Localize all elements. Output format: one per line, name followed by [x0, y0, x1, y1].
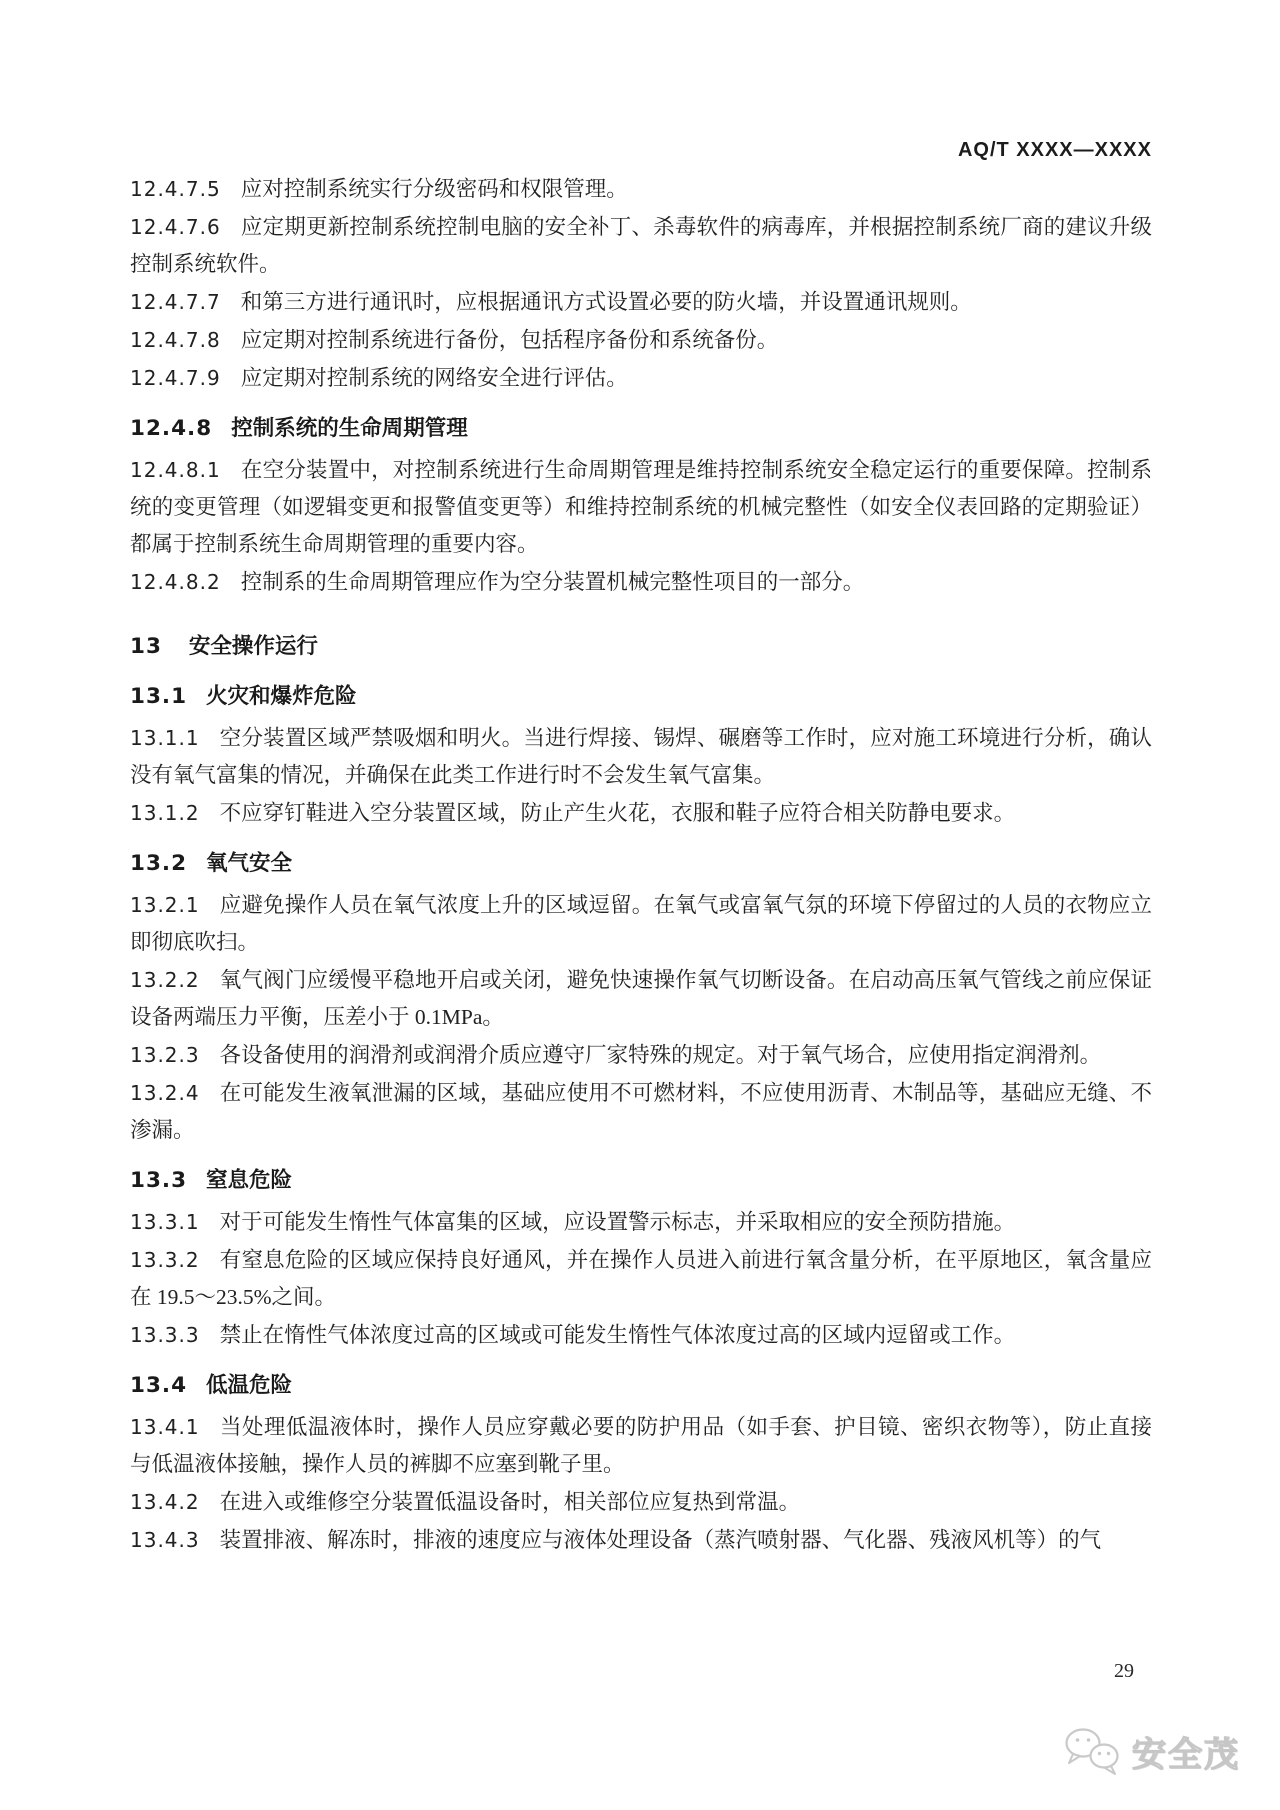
wechat-icon [1062, 1726, 1124, 1776]
heading-number: 13.3 [130, 1168, 188, 1193]
clause-text: 装置排液、解冻时，排液的速度应与液体处理设备（蒸汽喷射器、气化器、残液风机等）的气 [219, 1528, 1102, 1552]
clause-text: 在进入或维修空分装置低温设备时，相关部位应复热到常温。 [219, 1490, 801, 1514]
page-header [130, 139, 1152, 162]
clause-text: 应避免操作人员在氧气浓度上升的区域逗留。在氧气或富氧气氛的环境下停留过的人员的衣物应立即彻底吹扫。 [130, 893, 1152, 954]
watermark-text: 安全茂 [1132, 1734, 1240, 1775]
clause-number: 12.4.8.1 [130, 458, 221, 482]
clause-12-4-7-7 [130, 284, 1152, 321]
clause-number: 13.2.2 [130, 968, 200, 992]
clause-12-4-7-6 [130, 209, 1152, 283]
clause-text: 氧气阀门应缓慢平稳地开启或关闭，避免快速操作氧气切断设备。在启动高压氧气管线之前应保证设备两端压力平衡，压差小于 0.1MPa。 [130, 968, 1152, 1029]
heading-number: 13.2 [130, 851, 188, 876]
clause-13-1-2 [130, 795, 1152, 832]
clause-number: 13.3.3 [130, 1323, 200, 1347]
heading-13-3 [130, 1162, 1152, 1199]
clause-number: 13.4.3 [130, 1528, 200, 1552]
clause-number: 12.4.7.8 [130, 328, 221, 352]
clause-text: 空分装置区域严禁吸烟和明火。当进行焊接、锡焊、碾磨等工作时，应对施工环境进行分析，确认没有氧气富集的情况，并确保在此类工作进行时不会发生氧气富集。 [130, 726, 1152, 787]
clause-number: 13.1.1 [130, 726, 200, 750]
heading-number: 13.1 [130, 684, 188, 709]
clause-text: 控制系的生命周期管理应作为空分装置机械完整性项目的一部分。 [240, 570, 865, 594]
clause-13-1-1 [130, 720, 1152, 794]
heading-13 [130, 628, 1152, 665]
clause-number: 12.4.8.2 [130, 570, 221, 594]
clause-12-4-7-5 [130, 171, 1152, 208]
heading-number: 12.4.8 [130, 416, 213, 441]
clause-13-4-3 [130, 1522, 1152, 1559]
heading-text: 安全操作运行 [188, 634, 318, 659]
clause-13-4-2 [130, 1484, 1152, 1521]
heading-13-1 [130, 678, 1152, 715]
heading-text: 窒息危险 [206, 1168, 293, 1193]
clause-number: 13.3.1 [130, 1210, 200, 1234]
clause-12-4-8-1 [130, 452, 1152, 563]
clause-text: 各设备使用的润滑剂或润滑介质应遵守厂家特殊的规定。对于氧气场合，应使用指定润滑剂。 [219, 1043, 1102, 1067]
clause-13-2-3 [130, 1037, 1152, 1074]
clause-number: 12.4.7.7 [130, 290, 221, 314]
clause-text: 对于可能发生惰性气体富集的区域，应设置警示标志，并采取相应的安全预防措施。 [219, 1210, 1016, 1234]
clause-13-2-4 [130, 1075, 1152, 1149]
clause-text: 应对控制系统实行分级密码和权限管理。 [240, 177, 628, 201]
heading-text: 控制系统的生命周期管理 [231, 416, 468, 441]
clause-13-2-1 [130, 887, 1152, 961]
clause-13-4-1 [130, 1409, 1152, 1483]
clause-text: 和第三方进行通讯时，应根据通讯方式设置必要的防火墙，并设置通讯规则。 [240, 290, 972, 314]
heading-text: 低温危险 [206, 1373, 293, 1398]
clause-12-4-8-2 [130, 564, 1152, 601]
heading-13-2 [130, 845, 1152, 882]
clause-13-3-2 [130, 1242, 1152, 1316]
clause-number: 12.4.7.9 [130, 366, 221, 390]
heading-text: 氧气安全 [206, 851, 293, 876]
heading-13-4 [130, 1367, 1152, 1404]
heading-number: 13.4 [130, 1373, 188, 1398]
heading-number: 13 [130, 634, 162, 659]
watermark [1062, 1726, 1240, 1776]
clause-text: 不应穿钉鞋进入空分装置区域，防止产生火花，衣服和鞋子应符合相关防静电要求。 [219, 801, 1016, 825]
heading-12-4-8 [130, 410, 1152, 447]
clause-13-3-3 [130, 1317, 1152, 1354]
clause-number: 13.2.3 [130, 1043, 200, 1067]
clause-number: 13.2.1 [130, 893, 200, 917]
clause-number: 13.1.2 [130, 801, 200, 825]
clause-text: 在空分装置中，对控制系统进行生命周期管理是维持控制系统安全稳定运行的重要保障。控制系统的变更管理（如逻辑变更和报警值变更等）和维持控制系统的机械完整性（如安全仪表回路的定期验证）都属于控制系统生命周期管理的重要内容。 [130, 458, 1152, 556]
clause-text: 在可能发生液氧泄漏的区域，基础应使用不可燃材料，不应使用沥青、木制品等，基础应无缝、不渗漏。 [130, 1081, 1152, 1142]
clause-number: 13.4.2 [130, 1490, 200, 1514]
clause-text: 当处理低温液体时，操作人员应穿戴必要的防护用品（如手套、护目镜、密织衣物等），防止直接与低温液体接触，操作人员的裤脚不应塞到靴子里。 [130, 1415, 1152, 1476]
page-number: 29 [1114, 1660, 1134, 1682]
clause-13-3-1 [130, 1204, 1152, 1241]
clause-number: 13.3.2 [130, 1248, 200, 1272]
clause-text: 有窒息危险的区域应保持良好通风，并在操作人员进入前进行氧含量分析，在平原地区，氧含量应在 19.5～23.5%之间。 [130, 1248, 1152, 1309]
clause-text: 禁止在惰性气体浓度过高的区域或可能发生惰性气体浓度过高的区域内逗留或工作。 [219, 1323, 1016, 1347]
clause-12-4-7-9 [130, 360, 1152, 397]
clause-number: 12.4.7.6 [130, 215, 221, 239]
clause-text: 应定期更新控制系统控制电脑的安全补丁、杀毒软件的病毒库，并根据控制系统厂商的建议升级控制系统软件。 [130, 215, 1152, 276]
clause-number: 13.2.4 [130, 1081, 200, 1105]
clause-text: 应定期对控制系统进行备份，包括程序备份和系统备份。 [240, 328, 779, 352]
clause-number: 13.4.1 [130, 1415, 200, 1439]
clause-13-2-2 [130, 962, 1152, 1036]
clause-text: 应定期对控制系统的网络安全进行评估。 [240, 366, 628, 390]
standard-code: AQ/T XXXX—XXXX [957, 139, 1152, 161]
document-content [130, 171, 1152, 1560]
heading-text: 火灾和爆炸危险 [206, 684, 357, 709]
clause-12-4-7-8 [130, 322, 1152, 359]
clause-number: 12.4.7.5 [130, 177, 221, 201]
